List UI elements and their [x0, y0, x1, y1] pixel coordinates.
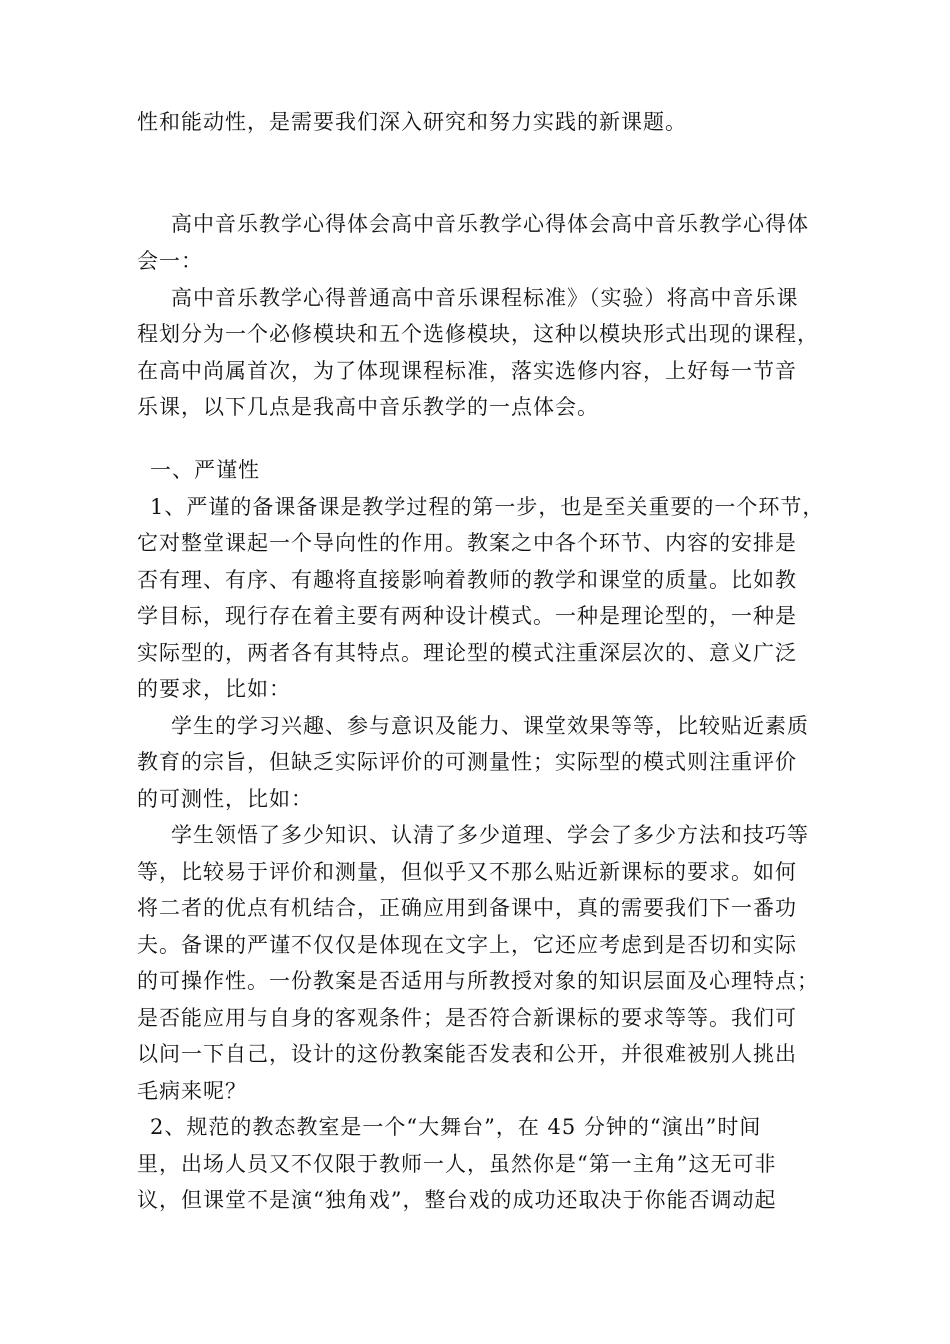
text-line: 等，比较易于评价和测量，但似乎又不那么贴近新课标的要求。如何	[137, 860, 797, 884]
text-line: 教育的宗旨，但缺乏实际评价的可测量性；实际型的模式则注重评价	[137, 750, 797, 774]
text-line: 会一：	[137, 249, 203, 273]
text-line: 程划分为一个必修模块和五个选修模块，这种以模块形式出现的课程，	[137, 322, 819, 346]
text-line: 高中音乐教学心得体会高中音乐教学心得体会高中音乐教学心得体	[171, 212, 809, 236]
text-line: 将二者的优点有机结合，正确应用到备课中，真的需要我们下一番功	[137, 896, 797, 920]
section-heading: 一、严谨性	[150, 458, 260, 482]
text-line: 学目标，现行存在着主要有两种设计模式。一种是理论型的，一种是	[137, 604, 797, 628]
text-line: 实际型的，两者各有其特点。理论型的模式注重深层次的、意义广泛	[137, 641, 797, 665]
text-line: 2、规范的教态教室是一个“大舞台”，在 45 分钟的“演出”时间	[150, 1115, 762, 1139]
text-line: 学生的学习兴趣、参与意识及能力、课堂效果等等，比较贴近素质	[171, 714, 809, 738]
text-line: 的要求，比如：	[137, 677, 291, 701]
text-line: 夫。备课的严谨不仅仅是体现在文字上，它还应考虑到是否切和实际	[137, 933, 797, 957]
text-line: 它对整堂课起一个导向性的作用。教案之中各个环节、内容的安排是	[137, 531, 797, 555]
text-line: 的可操作性。一份教案是否适用与所教授对象的知识层面及心理特点；	[137, 969, 819, 993]
text-line: 性和能动性，是需要我们深入研究和努力实践的新课题。	[137, 110, 687, 134]
text-line: 以问一下自己，设计的这份教案能否发表和公开，并很难被别人挑出	[137, 1042, 797, 1066]
text-line: 高中音乐教学心得普通高中音乐课程标准》（实验）将高中音乐课	[171, 286, 799, 310]
text-line: 在高中尚属首次，为了体现课程标准，落实选修内容，上好每一节音	[137, 359, 797, 383]
text-line: 是否能应用与自身的客观条件；是否符合新课标的要求等等。我们可	[137, 1006, 797, 1030]
text-line: 否有理、有序、有趣将直接影响着教师的教学和课堂的质量。比如教	[137, 568, 797, 592]
text-line: 的可测性，比如：	[137, 787, 313, 811]
text-line: 1、严谨的备课备课是教学过程的第一步，也是至关重要的一个环节，	[150, 495, 825, 519]
text-line: 学生领悟了多少知识、认清了多少道理、学会了多少方法和技巧等	[171, 823, 809, 847]
text-line: 乐课，以下几点是我高中音乐教学的一点体会。	[137, 395, 599, 419]
text-line: 毛病来呢？	[137, 1079, 247, 1103]
text-line: 议，但课堂不是演“独角戏”，整台戏的成功还取决于你能否调动起	[137, 1188, 777, 1212]
text-line: 里，出场人员又不仅限于教师一人，虽然你是“第一主角”这无可非	[137, 1152, 777, 1176]
